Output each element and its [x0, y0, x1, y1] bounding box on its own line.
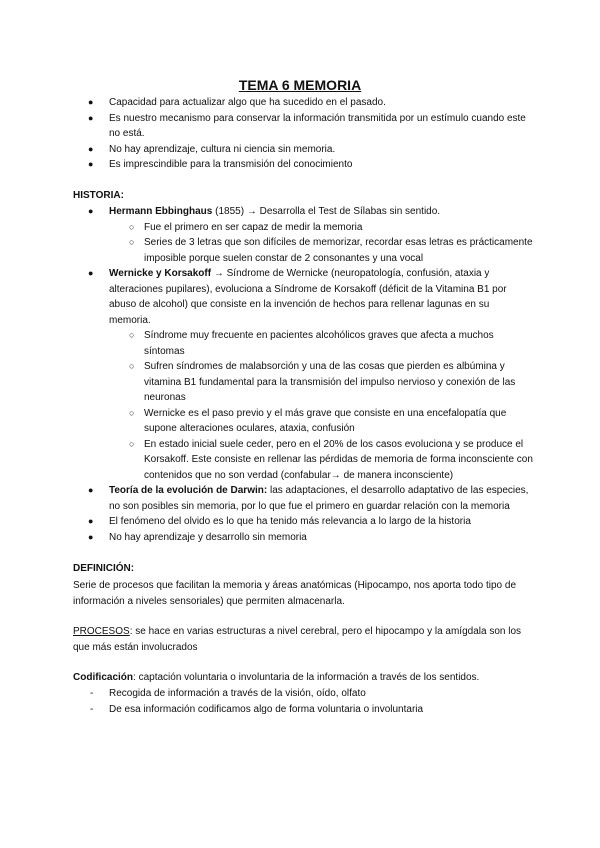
list-item: ● Es imprescindible para la transmisión del conocimiento	[73, 157, 533, 173]
bullet-icon: ●	[88, 97, 94, 107]
intro-list	[73, 95, 533, 173]
codificacion-text: : captación voluntaria o involuntaria de la información a través de los sentidos.	[133, 672, 480, 683]
definicion-text: Serie de procesos que facilitan la memoria y áreas anatómicas (Hipocampo, nos aporta todo tipo de información a niveles sensoriales) que permiten almacenarla.	[73, 580, 517, 607]
list-item-wernicke: ● Wernicke y Korsakoff → Síndrome de Wernicke (neuropatología, confusión, ataxia y alteraciones pupilares), evoluciona a Síndrome de Korsakoff (déficit de la Vitamina B1 por abuso de alcohol) que consiste en la invención de hechos para rellenar lagunas en su memoria.	[88, 268, 507, 326]
procesos-paragraph	[73, 624, 533, 655]
sub-list-item: ○ Fue el primero en ser capaz de medir la memoria	[73, 220, 533, 236]
bullet-icon: ●	[88, 159, 94, 169]
bullet-icon: ●	[88, 268, 94, 278]
circle-bullet-icon: ○	[129, 330, 135, 340]
circle-bullet-icon: ○	[129, 237, 135, 247]
bullet-icon: ●	[88, 112, 94, 123]
procesos-label: PROCESOS	[73, 626, 130, 637]
circle-bullet-icon: ○	[129, 438, 135, 449]
historia-list	[73, 204, 533, 545]
list-item: - Recogida de información a través de la visión, oído, olfato	[73, 686, 533, 702]
dash-bullet-icon: -	[90, 703, 94, 715]
circle-bullet-icon: ○	[129, 221, 135, 232]
list-item-sin-memoria: ● No hay aprendizaje y desarrollo sin memoria	[73, 530, 533, 546]
list-item: ● No hay aprendizaje, cultura ni ciencia sin memoria.	[73, 142, 533, 158]
codificacion-paragraph	[73, 670, 533, 686]
page-title: TEMA 6 MEMORIA	[238, 77, 362, 93]
bullet-icon: ●	[88, 206, 94, 216]
procesos-text: : se hace en varias estructuras a nivel cerebral, pero el hipocampo y la amígdala son los que más están involucrados	[73, 626, 522, 653]
sub-list-item: ○ Wernicke es el paso previo y el más grave que consiste en una encefalopatía que supone alteraciones oculares, ataxia, confusión	[129, 407, 507, 434]
list-item: ● Capacidad para actualizar algo que ha sucedido en el pasado.	[73, 95, 533, 111]
bullet-icon: ●	[88, 531, 94, 542]
list-item-ebbinghaus: ● Hermann Ebbinghaus (1855) → Desarrolla el Test de Sílabas sin sentido.	[73, 204, 533, 220]
dash-bullet-icon: -	[90, 688, 94, 699]
list-item-olvido: ● El fenómeno del olvido es lo que ha tenido más relevancia a lo largo de la historia	[73, 514, 533, 530]
bullet-icon: ●	[88, 485, 94, 495]
bullet-icon: ●	[88, 516, 94, 526]
list-item-darwin: ● Teoría de la evolución de Darwin: las adaptaciones, el desarrollo adaptativo de las especies, no son posibles sin memoria, por lo que fue el primero en guardar relación con la memoria	[88, 485, 529, 512]
circle-bullet-icon: ○	[129, 361, 135, 371]
codificacion-list	[73, 686, 533, 717]
sub-list-item: ○ En estado inicial suele ceder, pero en el 20% de los casos evoluciona y se produce el Korsakoff. Este consiste en rellenar las pérdidas de memoria de forma inconsciente con contenidos que no son verdad (confabular→ de manera inconsciente)	[129, 438, 533, 481]
codificacion-label: Codificación	[73, 672, 134, 683]
historia-heading: HISTORIA:	[73, 190, 124, 201]
list-item: - De esa información codificamos algo de forma voluntaria o involuntaria	[73, 702, 533, 718]
circle-bullet-icon: ○	[129, 407, 135, 418]
bullet-icon: ●	[88, 143, 94, 154]
list-item: ● Es nuestro mecanismo para conservar la información transmitida por un estímulo cuando este no está.	[88, 112, 526, 139]
sub-list-item: ○ Series de 3 letras que son difíciles de memorizar, recordar esas letras es prácticamente imposible porque suelen constar de 2 consonantes y una vocal	[129, 237, 533, 264]
sub-list-item: ○ Síndrome muy frecuente en pacientes alcohólicos graves que afecta a muchos síntomas	[129, 330, 494, 357]
sub-list-item: ○ Sufren síndromes de malabsorción y una de las cosas que pierden es albúmina y vitamina B1 fundamental para la transmisión del impulso nervioso y conexión de las neuronas	[129, 361, 516, 403]
definicion-heading: DEFINICIÓN:	[73, 563, 135, 574]
